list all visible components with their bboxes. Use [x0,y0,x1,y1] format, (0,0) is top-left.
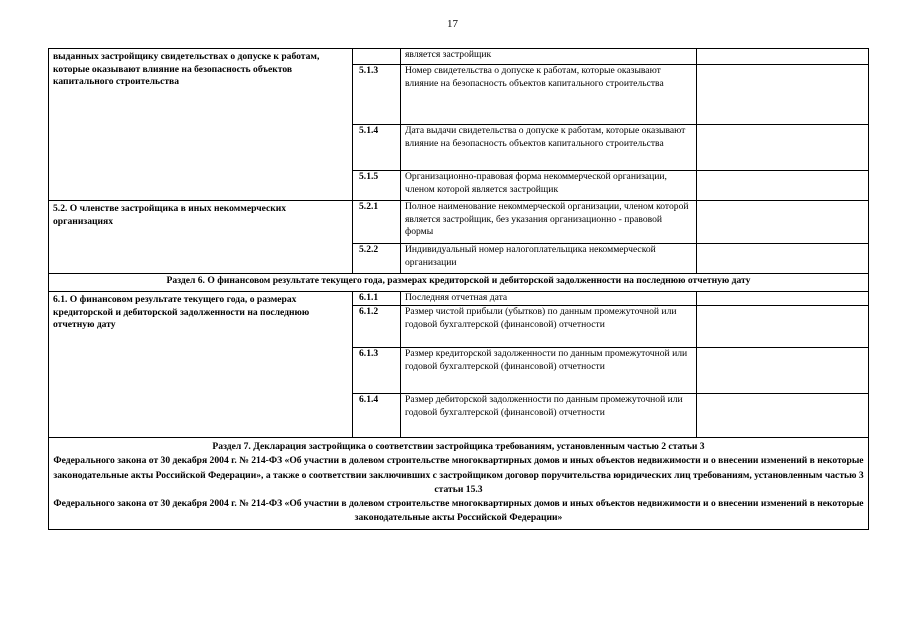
item-text: Полное наименование некоммерческой организации, членом которой является застройщик, без указания организационно - правовой формы [401,201,697,244]
section-heading-row [49,274,869,292]
section-7-heading: Раздел 7. Декларация застройщика о соответствии застройщика требованиям, установленным частью 2 статьи 3 [212,441,705,452]
item-value [697,49,869,65]
item-number: 6.1.3 [353,348,401,394]
item-number: 5.1.3 [353,65,401,125]
section-7-text: Федерального закона от 30 декабря 2004 г. № 214-ФЗ «Об участии в долевом строительстве многоквартирных домов и иных объектов недвижимости и о внесении изменений в некоторые законодательные акты Российской Федерации», а также о соответствии заключивших с застройщиком договор поручительства юридических лиц требованиям, установленным частью 3 статьи 15.3 [53,455,864,495]
item-text: Размер кредиторской задолженности по данным промежуточной или годовой бухгалтерской (финансовой) отчетности [401,348,697,394]
section-7-text-2: Федерального закона от 30 декабря 2004 г. № 214-ФЗ «Об участии в долевом строительстве многоквартирных домов и иных объектов недвижимости и о внесении изменений в некоторые законодательные акты Российской Федерации» [53,498,864,524]
item-number: 6.1.4 [353,394,401,438]
subsection-5-1-title: выданных застройщику свидетельствах о допуске к работам, которые оказывают влияние на безопасность объектов капитального строительства [49,49,353,201]
item-text: Размер дебиторской задолженности по данным промежуточной или годовой бухгалтерской (финансовой) отчетности [401,394,697,438]
table-row [49,49,869,65]
item-value [697,125,869,171]
item-text: является застройщик [401,49,697,65]
subsection-5-2-title: 5.2. О членстве застройщика в иных некоммерческих организациях [49,201,353,274]
page-number: 17 [447,18,458,30]
table-row [49,201,869,244]
subsection-6-1-title: 6.1. О финансовом результате текущего года, о размерах кредиторской и дебиторской задолженности на последнюю отчетную дату [49,292,353,438]
item-value [697,65,869,125]
item-number: 5.2.1 [353,201,401,244]
item-value [697,306,869,348]
item-value [697,201,869,244]
item-text: Размер чистой прибыли (убытков) по данным промежуточной или годовой бухгалтерской (финансовой) отчетности [401,306,697,348]
section-6-heading: Раздел 6. О финансовом результате текущего года, размерах кредиторской и дебиторской задолженности на последнюю отчетную дату [49,274,869,292]
item-number: 5.1.5 [353,171,401,201]
item-number: 5.2.2 [353,244,401,274]
item-text: Индивидуальный номер налогоплательщика некоммерческой организации [401,244,697,274]
item-text: Дата выдачи свидетельства о допуске к работам, которые оказывают влияние на безопасность объектов капитального строительства [401,125,697,171]
item-value [697,171,869,201]
item-value [697,292,869,306]
item-number [353,49,401,65]
item-text: Последняя отчетная дата [401,292,697,306]
item-number: 5.1.4 [353,125,401,171]
item-text: Организационно-правовая форма некоммерческой организации, членом которой является застройщик [401,171,697,201]
section-heading-row [49,438,869,530]
item-value [697,394,869,438]
item-text: Номер свидетельства о допуске к работам, которые оказывают влияние на безопасность объектов капитального строительства [401,65,697,125]
item-value [697,348,869,394]
declaration-table [48,48,869,530]
item-number: 6.1.1 [353,292,401,306]
item-number: 6.1.2 [353,306,401,348]
section-7-declaration [49,438,869,530]
table-row [49,292,869,306]
item-value [697,244,869,274]
